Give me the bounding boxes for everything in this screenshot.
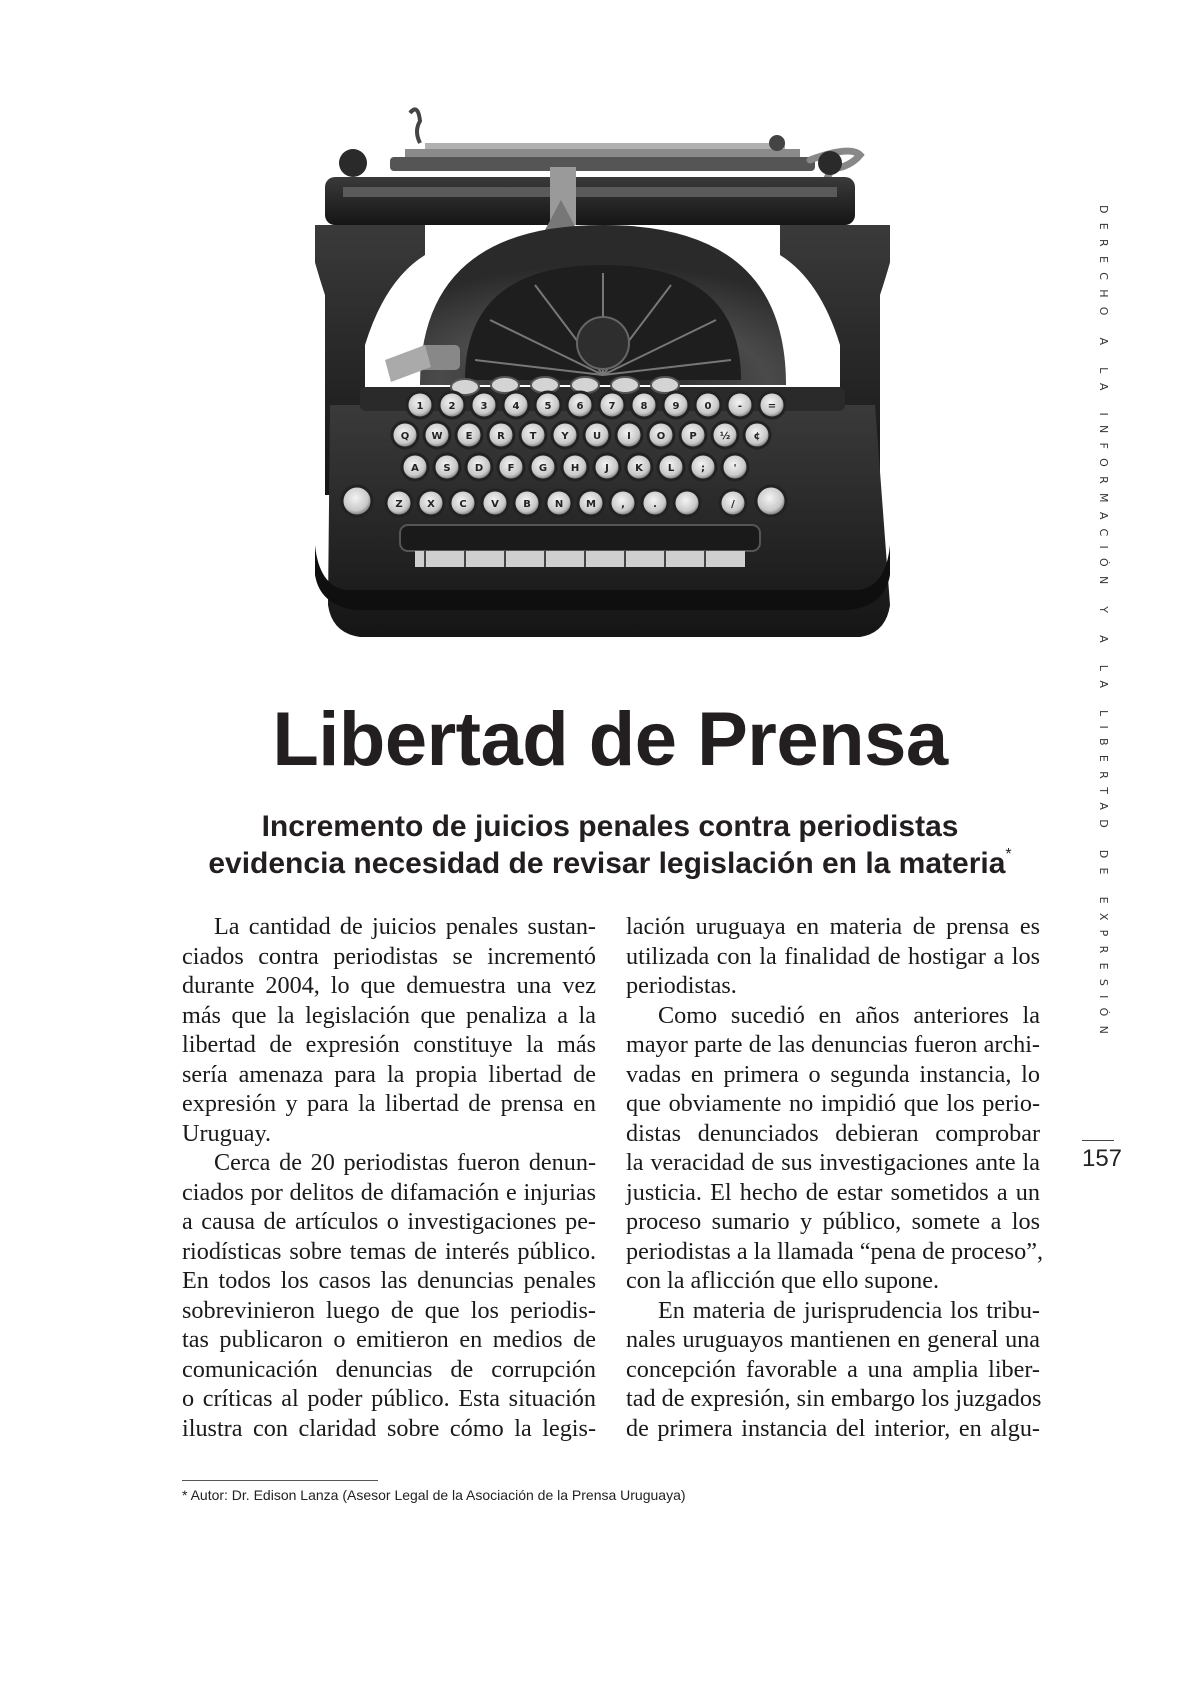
key-label: I (627, 431, 631, 442)
body-column-left (182, 912, 596, 1443)
key-label: P (689, 431, 697, 442)
page-number: 157 (1081, 1145, 1123, 1172)
key-label: , (621, 499, 625, 510)
key-label: M (586, 499, 596, 510)
key-label: T (529, 431, 537, 442)
paragraph (626, 1001, 1044, 1296)
paragraph (626, 912, 1040, 1001)
key-label: ; (701, 463, 705, 474)
text-line: nales uruguayos mantienen en general una (626, 1326, 1040, 1353)
text-line: a causa de artículos o investigaciones pe- (182, 1208, 596, 1235)
footnote-mark: * (1005, 846, 1012, 863)
key-label: U (592, 431, 602, 442)
key-label: S (443, 463, 451, 474)
text-line: expresión y para la libertad de prensa en (182, 1090, 596, 1117)
key-label: B (523, 499, 531, 510)
key-label: V (491, 499, 499, 510)
text-line: sería amenaza para la propia libertad de (182, 1060, 596, 1088)
text-line: durante 2004, lo que demuestra una vez (182, 972, 596, 999)
paragraph (626, 1296, 1040, 1444)
text-line: periodistas a la llamada “pena de proceso”, (626, 1237, 1044, 1265)
key-label: 4 (512, 401, 520, 412)
text-line: proceso sumario y público, somete a los (626, 1208, 1040, 1235)
key-label: ' (733, 463, 737, 474)
typewriter-photo (315, 105, 890, 665)
text-line: lación uruguaya en materia de prensa es (626, 913, 1040, 940)
key-label: Q (400, 431, 410, 442)
text-line: periodistas. (626, 972, 737, 999)
text-line: En materia de jurisprudencia los tribu- (658, 1296, 1040, 1324)
key-label: G (538, 463, 548, 474)
key-label: 5 (544, 401, 552, 412)
text-line: tas publicaron o emitieron en medios de (182, 1326, 596, 1353)
key-label: 7 (608, 401, 616, 412)
text-line: más que la legislación que penaliza a la (182, 1001, 596, 1029)
footnote: * Autor: Dr. Edison Lanza (Asesor Legal de la Asociación de la Prensa Uruguaya) (182, 1487, 686, 1503)
text-line: tad de expresión, sin embargo los juzgados (626, 1385, 1042, 1412)
body-column-right (626, 912, 1044, 1443)
paragraph (182, 912, 596, 1148)
key-label: ¢ (753, 431, 761, 442)
key-label: R (497, 431, 505, 442)
key-label: 8 (640, 401, 648, 412)
key-label: 0 (704, 401, 712, 412)
key-label: = (767, 401, 777, 412)
key-label: X (427, 499, 435, 510)
text-line: distas denunciados debieran comprobar (626, 1119, 1040, 1147)
key-label: F (507, 463, 515, 474)
text-line: la veracidad de sus investigaciones ante la (626, 1149, 1040, 1176)
footnote-rule (182, 1480, 378, 1481)
key-label: 3 (480, 401, 488, 412)
key-label: 6 (576, 401, 584, 412)
text-line: libertad de expresión constituye la más (182, 1031, 596, 1058)
key-label: Z (395, 499, 403, 510)
text-line: La cantidad de juicios penales sustan- (214, 913, 596, 940)
text-line: que obviamente no impidió que los perio- (626, 1090, 1040, 1117)
text-line: Cerca de 20 periodistas fueron denun- (214, 1149, 596, 1176)
text-line: sobrevinieron luego de que los periodis- (182, 1296, 596, 1324)
text-line: vadas en primera o segunda instancia, lo (626, 1060, 1040, 1088)
key-label: - (737, 401, 743, 412)
text-line: Uruguay. (182, 1119, 272, 1147)
subtitle-line-1: Incremento de juicios penales contra periodistas (261, 810, 959, 843)
key-label: W (431, 431, 443, 442)
text-line: ciados contra periodistas se incrementó (182, 942, 596, 970)
key-label: H (570, 463, 580, 474)
key-label: D (474, 463, 484, 474)
text-line: justicia. El hecho de estar sometidos a un (626, 1178, 1040, 1206)
text-line: utilizada con la finalidad de hostigar a los (626, 942, 1040, 970)
key-label: / (731, 499, 735, 510)
text-line: o críticas al poder público. Esta situación (182, 1385, 596, 1412)
text-line: En todos los casos las denuncias penales (182, 1267, 596, 1294)
key-label: A (411, 463, 419, 474)
key-label: O (656, 431, 666, 442)
subtitle-line-2: evidencia necesidad de revisar legislación en la materia* (208, 846, 1012, 880)
key-label: E (465, 431, 473, 442)
paragraph (182, 1148, 596, 1443)
key-label: 2 (448, 401, 456, 412)
key-label: . (653, 499, 657, 510)
text-line: Como sucedió en años anteriores la (658, 1001, 1040, 1029)
text-line: ilustra con claridad sobre cómo la legis- (182, 1414, 596, 1442)
key-label: C (459, 499, 467, 510)
key-label: N (554, 499, 564, 510)
text-line: riodísticas sobre temas de interés público. (182, 1237, 596, 1265)
page-number-rule (1082, 1140, 1114, 1141)
key-label: 9 (672, 401, 680, 412)
key-label: K (635, 463, 643, 474)
key-label: J (605, 463, 609, 474)
subtitle (150, 808, 1070, 882)
key-label: ½ (719, 431, 731, 442)
text-line: ciados por delitos de difamación e injurias (182, 1178, 596, 1206)
text-line: mayor parte de las denuncias fueron archi- (626, 1031, 1040, 1058)
text-line: concepción favorable a una amplia liber- (626, 1355, 1040, 1383)
text-line: con la aflicción que ello supone. (626, 1267, 939, 1294)
running-head: DERECHO A LA INFORMACIÓN Y A LA LIBERTAD DE EXPRESIÓN (1097, 205, 1110, 1044)
text-line: comunicación denuncias de corrupción (182, 1355, 596, 1383)
text-line: de primera instancia del interior, en algu- (626, 1414, 1040, 1442)
key-label: L (667, 463, 675, 474)
key-label: Y (561, 431, 569, 442)
key-label: 1 (416, 401, 424, 412)
page-title: Libertad de Prensa (272, 697, 948, 782)
